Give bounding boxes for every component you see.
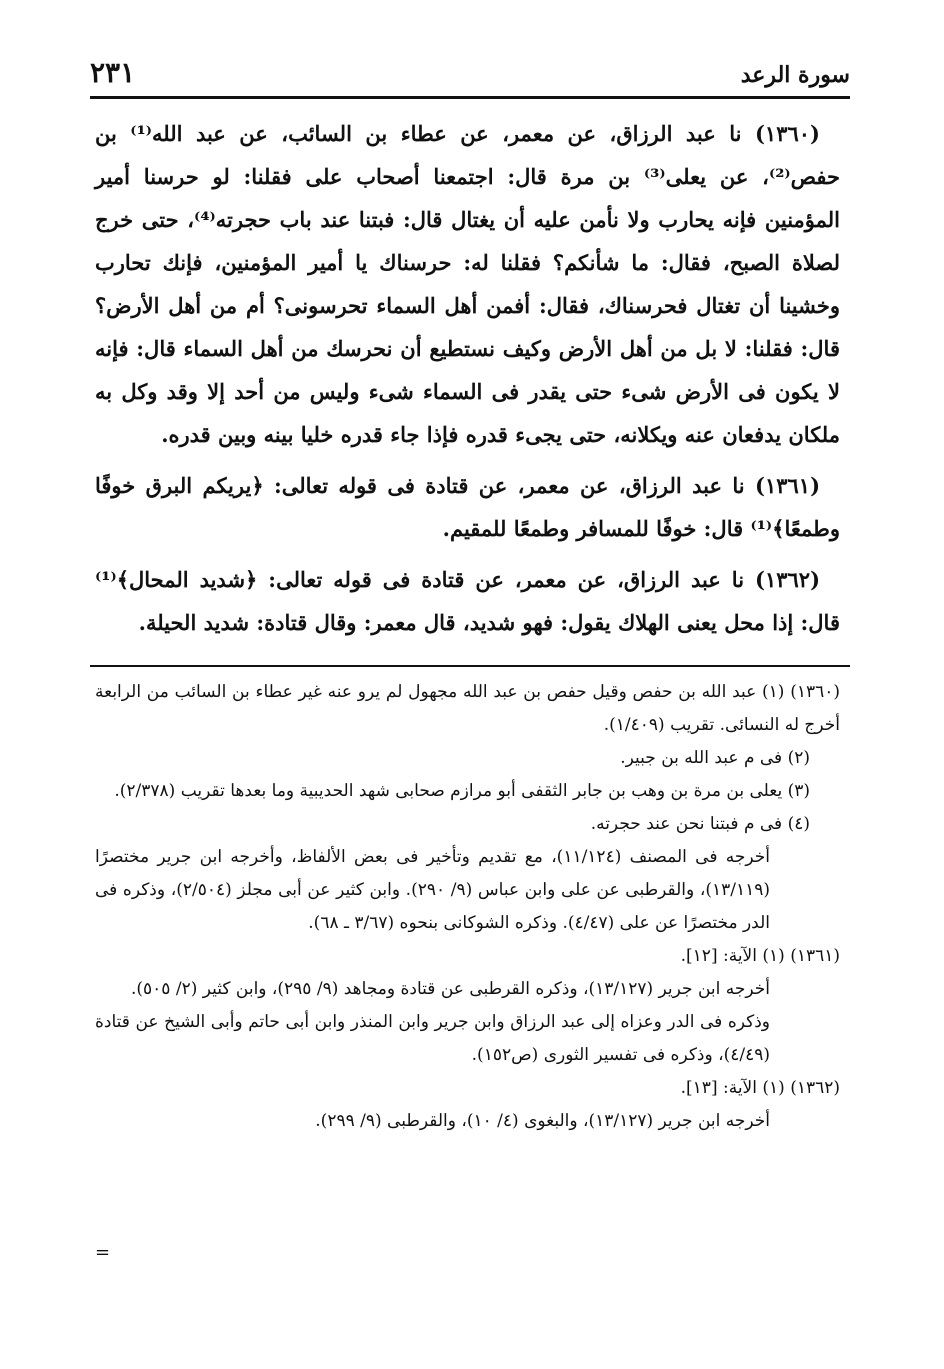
page-header bbox=[90, 56, 850, 96]
hadith-entry-1360 bbox=[95, 112, 840, 456]
footnote: (١٣٦١) (١) الآية: [١٢]. bbox=[680, 946, 840, 966]
surah-title: سورة الرعد bbox=[740, 62, 850, 88]
footnote: (٣) يعلى بن مرة بن وهب بن جابر الثقفى أبو مرازم صحابى شهد الحديبية وما بعدها تقريب (٢/٣٧٨). bbox=[114, 781, 810, 801]
footnote: أخرجه ابن جرير (١٣/١٢٧)، والبغوى (٤/ ١٠)، والقرطبى (٩/ ٢٩٩). bbox=[315, 1111, 770, 1131]
main-text bbox=[95, 112, 840, 652]
hadith-number: (١٣٦١) bbox=[755, 473, 820, 498]
hadith-text: قال: خوفًا للمسافر وطمعًا للمقيم. bbox=[442, 516, 751, 541]
footnote: أخرجه فى المصنف (١١/١٢٤)، مع تقديم وتأخير فى بعض الألفاظ، وأخرجه ابن جرير مختصرًا (١٣/١١٩)، والقرطبى عن على وابن عباس (٩/ ٢٩٠). وابن كثير عن أبى مجلز (٢/٥٠٤)، وذكره فى الدر مختصرًا عن على (٤/٤٧). وذكره الشوكانى بنحوه (٣/٦٧ ـ ٦٨). bbox=[95, 847, 770, 933]
hadith-text: نا عبد الرزاق، عن معمر، عن عطاء بن السائب، عن عبد الله⁽¹⁾ بن حفص⁽²⁾، عن يعلى⁽³⁾ بن مرة قال: اجتمعنا أصحاب على فقلنا: لو حرسنا أمير المؤمنين فإنه يحارب ولا نأمن عليه أن يغتال قال: فبتنا عند باب حجرته⁽⁴⁾، حتى خرج لصلاة الصبح، فقال: ما شأنكم؟ فقلنا له: حرسناك يا أمير المؤمنين، فإنك تحارب وخشينا أن تغتال فحرسناك، فقال: أفمن أهل السماء تحرسونى؟ أم من أهل الأرض؟ قال: فقلنا: لا بل من أهل الأرض وكيف نستطيع أن نحرسك من أهل السماء قال: فإنه لا يكون فى الأرض شىء حتى يقدر فى السماء شىء وليس من أحد إلا وقد وكل به ملكان يدفعان عنه ويكلانه، حتى يجىء قدره فإذا جاء قدره خليا بينه وبين قدره. bbox=[95, 121, 840, 447]
hadith-entry-1362 bbox=[95, 558, 840, 644]
hadith-text: نا عبد الرزاق، عن معمر، عن قتادة فى قوله تعالى: bbox=[257, 567, 755, 592]
footnote: (١٣٦٠) (١) عبد الله بن حفص وقيل حفص بن عبد الله مجهول لم يرو عنه غير عطاء بن السائب من الرابعة أخرج له النسائى. تقريب (١/٤٠٩). bbox=[95, 682, 840, 735]
hadith-number: (١٣٦٢) bbox=[755, 567, 820, 592]
page-number: ٢٣١ bbox=[90, 56, 136, 89]
hadith-entry-1361 bbox=[95, 464, 840, 550]
quran-verse: ﴿شديد المحال﴾⁽¹⁾ bbox=[95, 567, 258, 592]
footnote: أخرجه ابن جرير (١٣/١٢٧)، وذكره القرطبى عن قتادة ومجاهد (٩/ ٢٩٥)، وابن كثير (٢/ ٥٠٥). bbox=[130, 979, 770, 999]
footnotes bbox=[95, 676, 840, 1138]
hadith-text: نا عبد الرزاق، عن معمر، عن قتادة فى قوله تعالى: bbox=[263, 473, 755, 498]
footnote: (٢) فى م عبد الله بن جبير. bbox=[620, 748, 810, 768]
header-divider bbox=[90, 96, 850, 99]
continuation-mark: = bbox=[95, 1242, 111, 1263]
hadith-number: (١٣٦٠) bbox=[754, 121, 820, 146]
quran-verse: ﴿يريكم البرق خوفًا وطمعًا﴾⁽¹⁾ bbox=[95, 473, 840, 541]
footnote: (٤) فى م فبتنا نحن عند حجرته. bbox=[590, 814, 810, 834]
footnote: (١٣٦٢) (١) الآية: [١٣]. bbox=[680, 1078, 840, 1098]
hadith-text: قال: إذا محل يعنى الهلاك يقول: فهو شديد، قال معمر: وقال قتادة: شديد الحيلة. bbox=[138, 610, 840, 635]
footnote: وذكره فى الدر وعزاه إلى عبد الرزاق وابن جرير وابن المنذر وابن أبى حاتم وأبى الشيخ عن قتادة (٤/٤٩)، وذكره فى تفسير الثورى (ص١٥٢). bbox=[95, 1012, 770, 1065]
footnote-divider bbox=[90, 665, 850, 667]
